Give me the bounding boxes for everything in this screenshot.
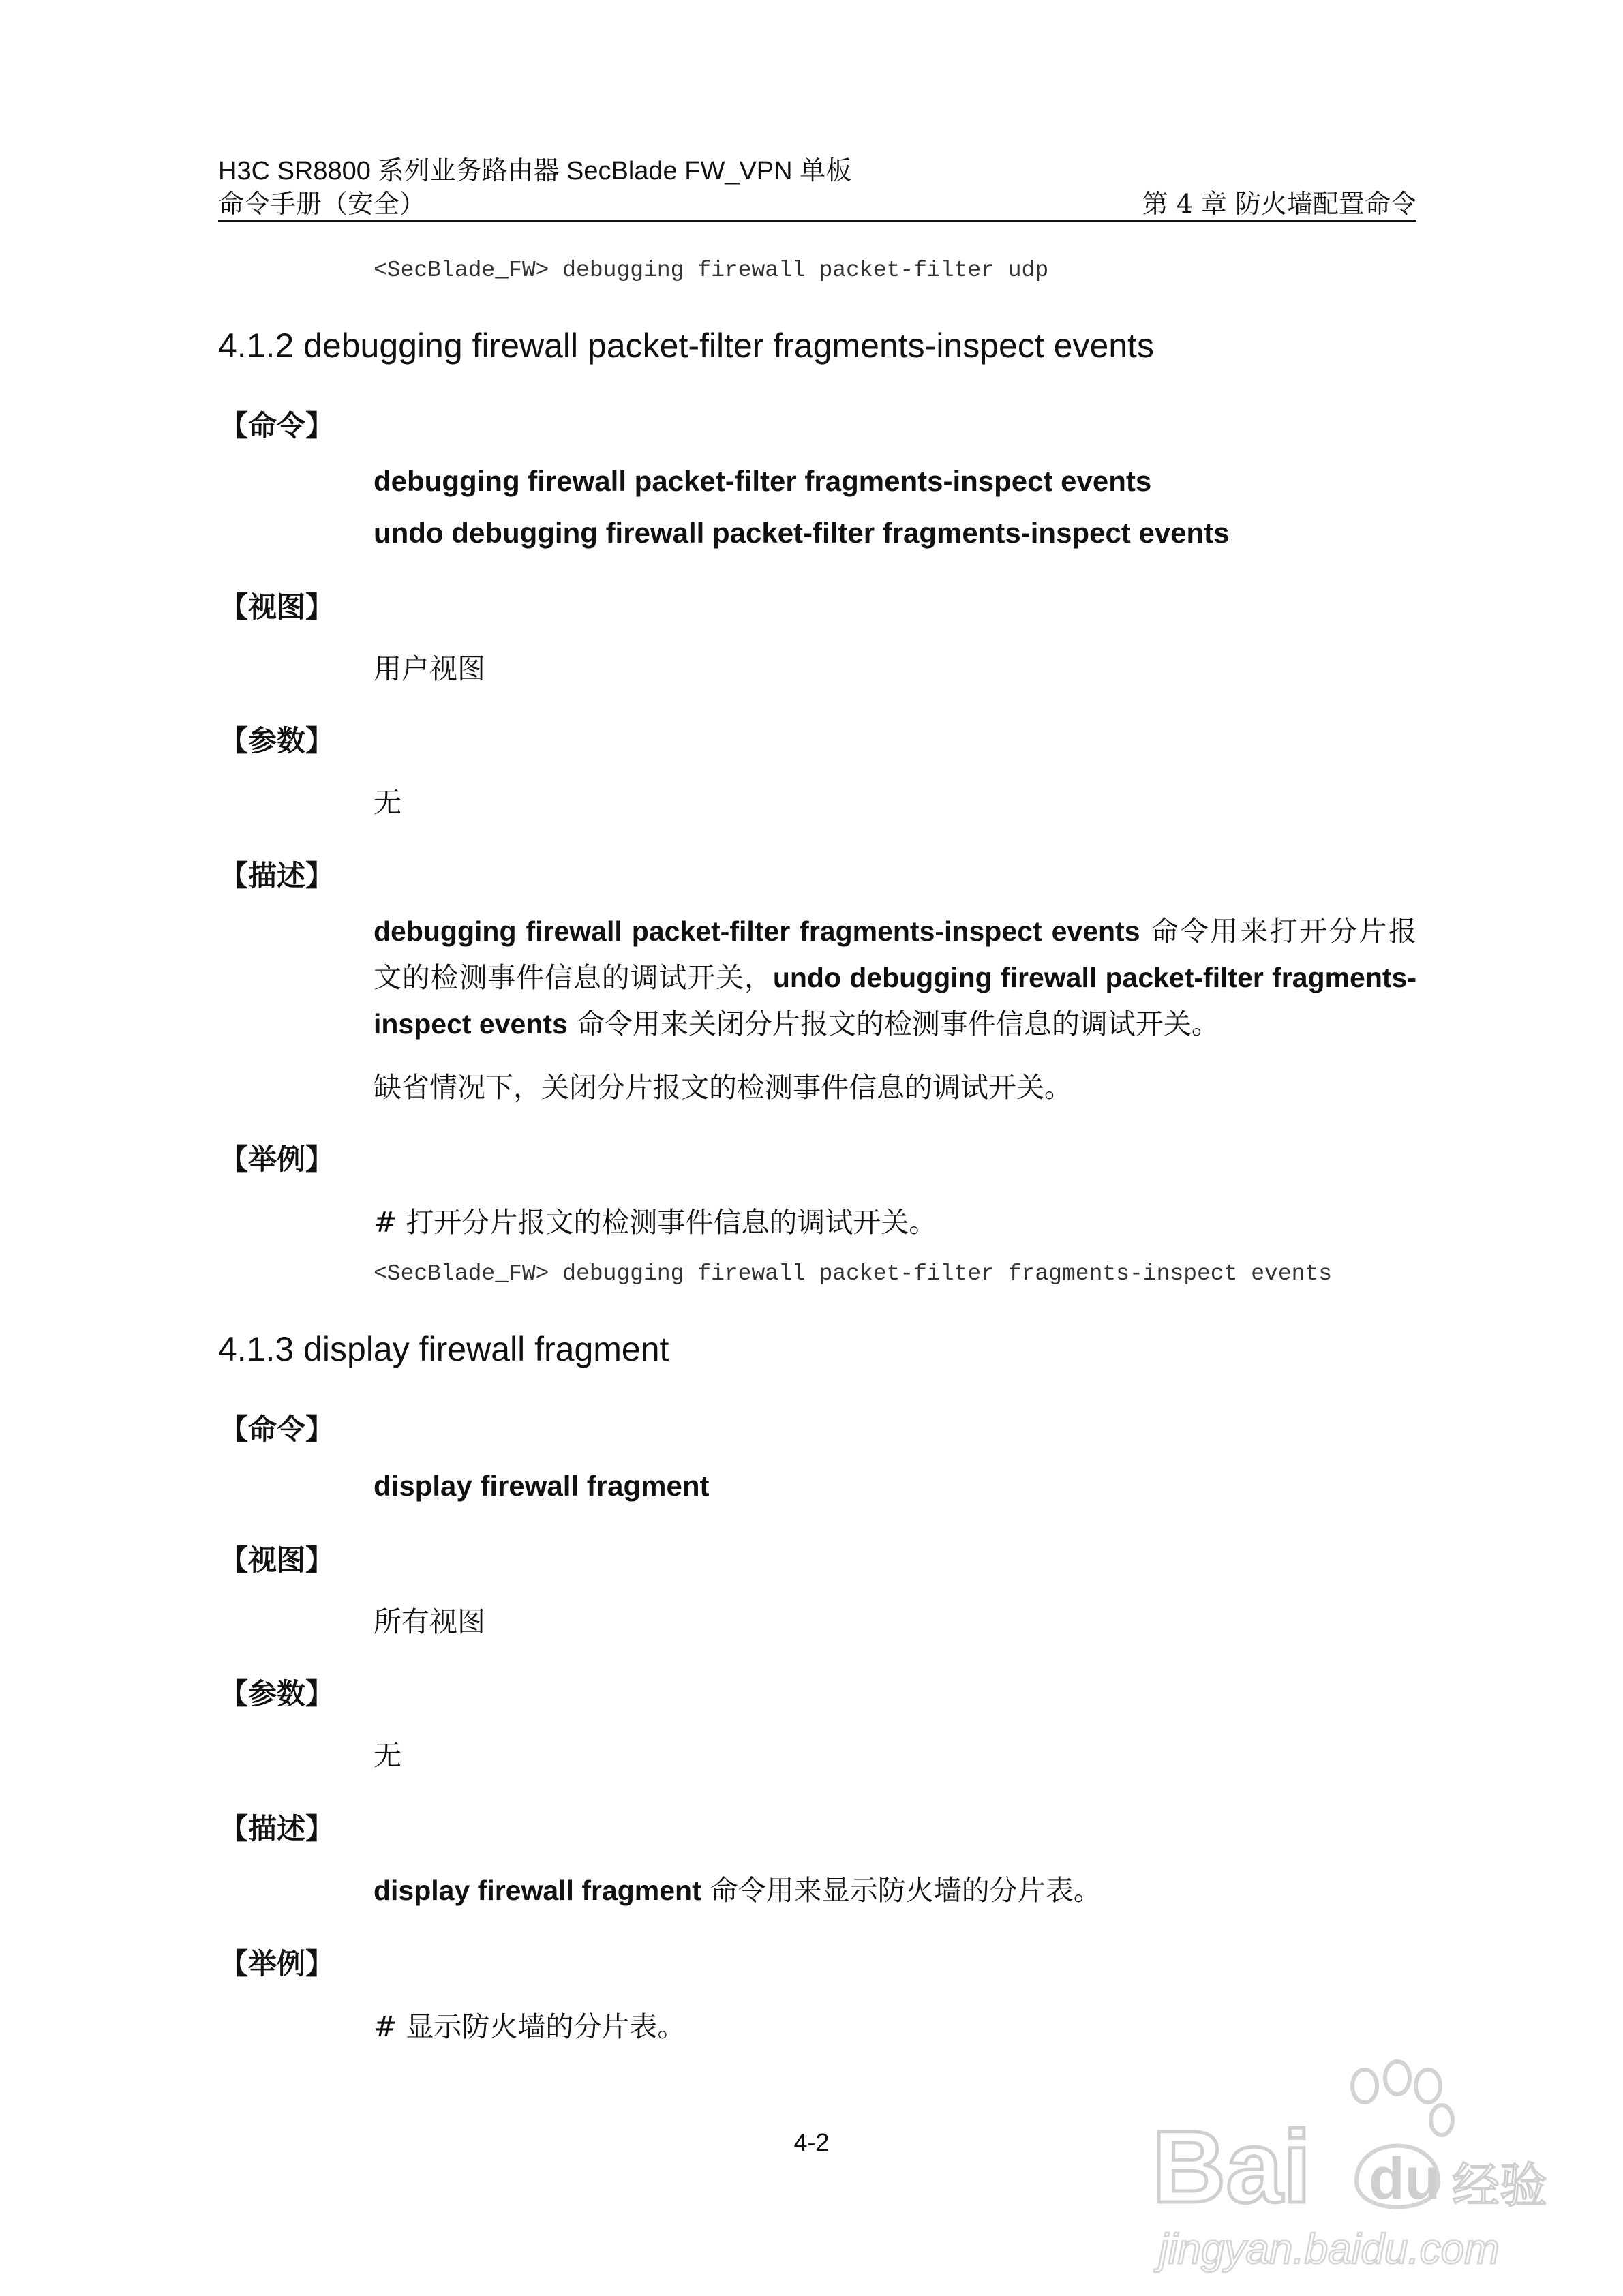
- param-label: 【参数】: [219, 724, 335, 757]
- view-label: 【视图】: [219, 590, 335, 624]
- logo-text: Bai: [1152, 2109, 1311, 2224]
- example-label: 【举例】: [219, 1143, 335, 1176]
- code-line: <SecBlade_FW> debugging firewall packet-filter udp: [374, 258, 1049, 283]
- logo-text-du: du: [1369, 2146, 1441, 2211]
- description-text: 命令用来显示防火墙的分片表。: [701, 1874, 1102, 1907]
- view-value: 用户视图: [374, 652, 485, 685]
- param-label: 【参数】: [219, 1677, 335, 1710]
- paw-toe-icon: [1431, 2105, 1453, 2135]
- description-label: 【描述】: [219, 859, 335, 892]
- section-heading: 4.1.2 debugging firewall packet-filter fragments-inspect events: [218, 327, 1154, 365]
- chapter-title: 第 4 章 防火墙配置命令: [1142, 189, 1416, 219]
- paw-toe-icon: [1416, 2070, 1440, 2102]
- logo-cn: 经验: [1452, 2158, 1547, 2214]
- command-label: 【命令】: [219, 409, 335, 442]
- example-code: <SecBlade_FW> debugging firewall packet-filter fragments-inspect events: [374, 1261, 1333, 1286]
- description-command: debugging firewall packet-filter fragments-inspect events: [374, 916, 1140, 947]
- example-comment: # 显示防火墙的分片表。: [374, 2010, 686, 2043]
- param-value: 无: [374, 1739, 401, 1772]
- example-comment: # 打开分片报文的检测事件信息的调试开关。: [374, 1206, 937, 1239]
- example-label: 【举例】: [219, 1947, 335, 1980]
- section-heading: 4.1.3 display firewall fragment: [218, 1330, 669, 1368]
- description-undo-text: 命令用来关闭分片报文的检测事件信息的调试开关。: [567, 1008, 1219, 1040]
- view-value: 所有视图: [374, 1605, 485, 1638]
- description-undo-command: undo debugging firewall packet-filter fragments-inspect events: [374, 962, 1416, 1040]
- description-text: 命令用来打开分片报文的检测事件信息的调试开关，: [374, 915, 1416, 994]
- command-syntax: display firewall fragment: [374, 1470, 710, 1502]
- description-paragraph: [374, 908, 1416, 1047]
- doc-subtitle: 命令手册（安全）: [218, 189, 426, 219]
- paw-toe-icon: [1352, 2070, 1377, 2102]
- view-label: 【视图】: [219, 1543, 335, 1577]
- header-divider: [218, 220, 1416, 222]
- command-syntax: debugging firewall packet-filter fragments-inspect events: [374, 465, 1152, 497]
- description-label: 【描述】: [219, 1812, 335, 1845]
- description-command: display firewall fragment: [374, 1875, 701, 1906]
- description-default: 缺省情况下，关闭分片报文的检测事件信息的调试开关。: [374, 1071, 1072, 1104]
- baidu-jingyan-watermark-logo: [1152, 2059, 1561, 2277]
- command-syntax-undo: undo debugging firewall packet-filter fragments-inspect events: [374, 517, 1230, 549]
- description-paragraph: [374, 1868, 1102, 1908]
- param-value: 无: [374, 786, 401, 819]
- page-number: 4-2: [793, 2128, 830, 2156]
- paw-toe-icon: [1385, 2061, 1410, 2094]
- command-label: 【命令】: [219, 1413, 335, 1446]
- doc-title: H3C SR8800 系列业务路由器 SecBlade FW_VPN 单板: [218, 157, 852, 185]
- watermark-url: jingyan.baidu.com: [1159, 2226, 1500, 2273]
